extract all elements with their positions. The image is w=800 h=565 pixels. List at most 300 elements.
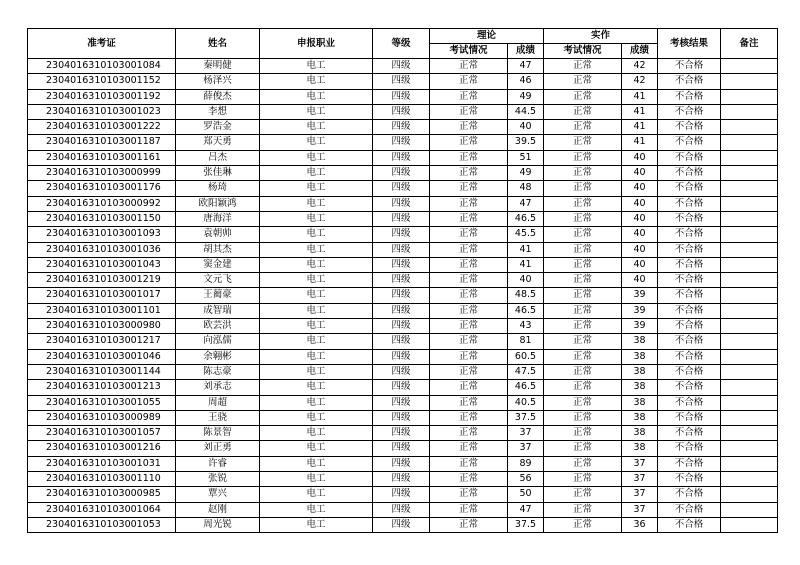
cell-job: 电工 [260, 181, 373, 196]
cell-practice-status: 正常 [544, 487, 622, 502]
cell-exam-id: 2304016310103001057 [28, 426, 176, 441]
cell-name: 唐海洋 [176, 211, 260, 226]
cell-practice-status: 正常 [544, 380, 622, 395]
cell-practice-status: 正常 [544, 135, 622, 150]
cell-level: 四级 [373, 150, 430, 165]
cell-level: 四级 [373, 349, 430, 364]
table-row [28, 211, 778, 226]
cell-remark [721, 150, 778, 165]
cell-exam-id: 2304016310103001017 [28, 288, 176, 303]
cell-remark [721, 104, 778, 119]
table-row [28, 196, 778, 211]
cell-result: 不合格 [658, 104, 721, 119]
cell-remark [721, 120, 778, 135]
cell-level: 四级 [373, 380, 430, 395]
col-header-practice-score: 成绩 [622, 44, 658, 59]
cell-name: 陈景智 [176, 426, 260, 441]
cell-name: 许睿 [176, 456, 260, 471]
cell-level: 四级 [373, 211, 430, 226]
col-header-remark: 备注 [721, 29, 778, 59]
cell-theory-score: 51 [508, 150, 544, 165]
cell-remark [721, 74, 778, 89]
cell-theory-status: 正常 [430, 211, 508, 226]
cell-name: 周超 [176, 395, 260, 410]
cell-exam-id: 2304016310103000985 [28, 487, 176, 502]
cell-theory-score: 47.5 [508, 364, 544, 379]
cell-level: 四级 [373, 288, 430, 303]
cell-theory-status: 正常 [430, 456, 508, 471]
table-row [28, 334, 778, 349]
cell-theory-score: 49 [508, 166, 544, 181]
cell-result: 不合格 [658, 59, 721, 74]
cell-level: 四级 [373, 227, 430, 242]
cell-theory-score: 45.5 [508, 227, 544, 242]
cell-result: 不合格 [658, 472, 721, 487]
cell-remark [721, 380, 778, 395]
cell-name: 吕杰 [176, 150, 260, 165]
cell-name: 罗浩金 [176, 120, 260, 135]
cell-exam-id: 2304016310103000992 [28, 196, 176, 211]
cell-practice-status: 正常 [544, 59, 622, 74]
cell-exam-id: 2304016310103001161 [28, 150, 176, 165]
cell-theory-score: 46 [508, 74, 544, 89]
cell-theory-score: 37 [508, 426, 544, 441]
cell-job: 电工 [260, 502, 373, 517]
cell-theory-score: 46.5 [508, 303, 544, 318]
cell-practice-status: 正常 [544, 181, 622, 196]
cell-exam-id: 2304016310103001023 [28, 104, 176, 119]
cell-practice-score: 38 [622, 380, 658, 395]
cell-practice-status: 正常 [544, 472, 622, 487]
cell-remark [721, 166, 778, 181]
cell-name: 覃兴 [176, 487, 260, 502]
cell-theory-status: 正常 [430, 288, 508, 303]
cell-name: 文元飞 [176, 273, 260, 288]
cell-theory-status: 正常 [430, 502, 508, 517]
table-row [28, 59, 778, 74]
cell-job: 电工 [260, 517, 373, 532]
cell-exam-id: 230401631010300108​4 [28, 59, 176, 74]
cell-theory-score: 81 [508, 334, 544, 349]
cell-name: 李想 [176, 104, 260, 119]
table-row [28, 288, 778, 303]
cell-practice-score: 42 [622, 74, 658, 89]
cell-practice-status: 正常 [544, 319, 622, 334]
cell-theory-score: 49 [508, 89, 544, 104]
cell-job: 电工 [260, 89, 373, 104]
cell-job: 电工 [260, 288, 373, 303]
col-header-result: 考核结果 [658, 29, 721, 59]
results-sheet [27, 28, 778, 533]
cell-practice-status: 正常 [544, 288, 622, 303]
cell-practice-score: 38 [622, 349, 658, 364]
cell-theory-status: 正常 [430, 181, 508, 196]
cell-level: 四级 [373, 89, 430, 104]
cell-level: 四级 [373, 303, 430, 318]
table-row [28, 426, 778, 441]
cell-theory-score: 40 [508, 273, 544, 288]
cell-practice-score: 42 [622, 59, 658, 74]
cell-practice-status: 正常 [544, 395, 622, 410]
table-row [28, 349, 778, 364]
cell-job: 电工 [260, 257, 373, 272]
table-row [28, 380, 778, 395]
table-row [28, 227, 778, 242]
cell-result: 不合格 [658, 349, 721, 364]
cell-level: 四级 [373, 502, 430, 517]
cell-practice-score: 40 [622, 181, 658, 196]
cell-job: 电工 [260, 380, 373, 395]
cell-result: 不合格 [658, 334, 721, 349]
cell-result: 不合格 [658, 150, 721, 165]
cell-level: 四级 [373, 74, 430, 89]
col-group-practice: 实作 [544, 29, 658, 44]
cell-practice-score: 37 [622, 502, 658, 517]
cell-job: 电工 [260, 456, 373, 471]
cell-theory-score: 47 [508, 502, 544, 517]
cell-exam-id: 2304016310103001187 [28, 135, 176, 150]
cell-theory-score: 37.5 [508, 517, 544, 532]
table-row [28, 517, 778, 532]
cell-level: 四级 [373, 319, 430, 334]
col-header-theory-status: 考试情况 [430, 44, 508, 59]
cell-name: 余翱彬 [176, 349, 260, 364]
cell-exam-id: 2304016310103001101 [28, 303, 176, 318]
cell-job: 电工 [260, 166, 373, 181]
table-row [28, 89, 778, 104]
cell-practice-status: 正常 [544, 456, 622, 471]
cell-exam-id: 2304016310103001110 [28, 472, 176, 487]
col-header-job: 申报职业 [260, 29, 373, 59]
cell-name: 杨琦 [176, 181, 260, 196]
cell-job: 电工 [260, 74, 373, 89]
cell-exam-id: 2304016310103001222 [28, 120, 176, 135]
cell-exam-id: 2304016310103001036 [28, 242, 176, 257]
cell-result: 不合格 [658, 89, 721, 104]
cell-level: 四级 [373, 441, 430, 456]
cell-name: 王蔺豪 [176, 288, 260, 303]
cell-remark [721, 456, 778, 471]
cell-practice-status: 正常 [544, 517, 622, 532]
table-row [28, 487, 778, 502]
cell-theory-score: 40 [508, 120, 544, 135]
cell-theory-score: 60.5 [508, 349, 544, 364]
cell-remark [721, 196, 778, 211]
cell-theory-score: 41 [508, 257, 544, 272]
cell-remark [721, 273, 778, 288]
cell-level: 四级 [373, 257, 430, 272]
cell-job: 电工 [260, 211, 373, 226]
cell-practice-score: 40 [622, 166, 658, 181]
cell-practice-status: 正常 [544, 410, 622, 425]
cell-job: 电工 [260, 349, 373, 364]
cell-job: 电工 [260, 120, 373, 135]
cell-practice-status: 正常 [544, 349, 622, 364]
cell-exam-id: 2304016310103001176 [28, 181, 176, 196]
cell-result: 不合格 [658, 303, 721, 318]
cell-theory-status: 正常 [430, 426, 508, 441]
cell-practice-status: 正常 [544, 166, 622, 181]
cell-level: 四级 [373, 273, 430, 288]
cell-name: 赵刚 [176, 502, 260, 517]
cell-theory-score: 39.5 [508, 135, 544, 150]
cell-result: 不合格 [658, 380, 721, 395]
cell-remark [721, 211, 778, 226]
col-header-theory-score: 成绩 [508, 44, 544, 59]
cell-level: 四级 [373, 166, 430, 181]
cell-theory-score: 43 [508, 319, 544, 334]
cell-theory-score: 89 [508, 456, 544, 471]
cell-practice-status: 正常 [544, 150, 622, 165]
cell-exam-id: 2304016310103001043 [28, 257, 176, 272]
cell-result: 不合格 [658, 487, 721, 502]
cell-result: 不合格 [658, 517, 721, 532]
cell-level: 四级 [373, 196, 430, 211]
cell-exam-id: 2304016310103001053 [28, 517, 176, 532]
cell-remark [721, 502, 778, 517]
cell-theory-score: 37 [508, 441, 544, 456]
cell-practice-score: 40 [622, 242, 658, 257]
cell-remark [721, 303, 778, 318]
col-header-practice-status: 考试情况 [544, 44, 622, 59]
cell-theory-status: 正常 [430, 74, 508, 89]
table-row [28, 104, 778, 119]
cell-theory-score: 40.5 [508, 395, 544, 410]
cell-remark [721, 349, 778, 364]
cell-job: 电工 [260, 472, 373, 487]
cell-theory-score: 48.5 [508, 288, 544, 303]
cell-practice-score: 40 [622, 227, 658, 242]
cell-theory-score: 46.5 [508, 380, 544, 395]
cell-job: 电工 [260, 334, 373, 349]
cell-theory-status: 正常 [430, 257, 508, 272]
cell-name: 袁朝帅 [176, 227, 260, 242]
cell-name: 张锐 [176, 472, 260, 487]
cell-practice-score: 39 [622, 288, 658, 303]
cell-result: 不合格 [658, 273, 721, 288]
cell-practice-score: 36 [622, 517, 658, 532]
table-row [28, 364, 778, 379]
cell-name: 薛俊杰 [176, 89, 260, 104]
cell-level: 四级 [373, 242, 430, 257]
cell-result: 不合格 [658, 181, 721, 196]
table-row [28, 150, 778, 165]
cell-practice-status: 正常 [544, 227, 622, 242]
cell-job: 电工 [260, 196, 373, 211]
table-row [28, 273, 778, 288]
cell-practice-score: 40 [622, 150, 658, 165]
cell-job: 电工 [260, 242, 373, 257]
cell-job: 电工 [260, 410, 373, 425]
table-row [28, 441, 778, 456]
cell-practice-status: 正常 [544, 74, 622, 89]
cell-practice-status: 正常 [544, 196, 622, 211]
cell-theory-score: 37.5 [508, 410, 544, 425]
cell-level: 四级 [373, 135, 430, 150]
cell-theory-status: 正常 [430, 104, 508, 119]
cell-name: 刘承志 [176, 380, 260, 395]
cell-name: 杨泽兴 [176, 74, 260, 89]
cell-result: 不合格 [658, 426, 721, 441]
col-group-theory: 理论 [430, 29, 544, 44]
cell-name: 张佳琳 [176, 166, 260, 181]
cell-remark [721, 364, 778, 379]
cell-practice-score: 38 [622, 395, 658, 410]
cell-name: 郑天勇 [176, 135, 260, 150]
cell-practice-score: 38 [622, 426, 658, 441]
cell-theory-status: 正常 [430, 227, 508, 242]
cell-level: 四级 [373, 517, 430, 532]
cell-practice-status: 正常 [544, 426, 622, 441]
cell-result: 不合格 [658, 242, 721, 257]
cell-practice-status: 正常 [544, 364, 622, 379]
cell-theory-status: 正常 [430, 242, 508, 257]
exam-results-table [27, 28, 778, 533]
cell-exam-id: 2304016310103001217 [28, 334, 176, 349]
cell-job: 电工 [260, 150, 373, 165]
cell-name: 秦明健 [176, 59, 260, 74]
cell-theory-score: 44.5 [508, 104, 544, 119]
cell-name: 刘正勇 [176, 441, 260, 456]
cell-result: 不合格 [658, 227, 721, 242]
cell-result: 不合格 [658, 211, 721, 226]
cell-result: 不合格 [658, 395, 721, 410]
cell-remark [721, 227, 778, 242]
cell-name: 欧阳颖鸿 [176, 196, 260, 211]
cell-theory-score: 46.5 [508, 211, 544, 226]
table-row [28, 74, 778, 89]
cell-result: 不合格 [658, 441, 721, 456]
cell-practice-score: 41 [622, 104, 658, 119]
cell-theory-status: 正常 [430, 380, 508, 395]
cell-theory-status: 正常 [430, 89, 508, 104]
cell-practice-score: 37 [622, 487, 658, 502]
cell-practice-score: 40 [622, 273, 658, 288]
cell-level: 四级 [373, 456, 430, 471]
cell-theory-status: 正常 [430, 517, 508, 532]
cell-exam-id: 2304016310103000989 [28, 410, 176, 425]
table-row [28, 242, 778, 257]
cell-practice-score: 40 [622, 196, 658, 211]
cell-name: 成智瑞 [176, 303, 260, 318]
cell-result: 不合格 [658, 135, 721, 150]
cell-theory-score: 47 [508, 59, 544, 74]
table-row [28, 319, 778, 334]
cell-level: 四级 [373, 181, 430, 196]
cell-level: 四级 [373, 120, 430, 135]
cell-theory-status: 正常 [430, 135, 508, 150]
cell-remark [721, 135, 778, 150]
cell-remark [721, 395, 778, 410]
cell-level: 四级 [373, 410, 430, 425]
cell-practice-score: 39 [622, 319, 658, 334]
table-row [28, 135, 778, 150]
cell-theory-score: 47 [508, 196, 544, 211]
table-body [28, 59, 778, 533]
cell-result: 不合格 [658, 410, 721, 425]
cell-theory-status: 正常 [430, 395, 508, 410]
cell-exam-id: 2304016310103000980 [28, 319, 176, 334]
cell-theory-status: 正常 [430, 166, 508, 181]
cell-exam-id: 2304016310103001031 [28, 456, 176, 471]
cell-job: 电工 [260, 273, 373, 288]
cell-practice-status: 正常 [544, 211, 622, 226]
cell-remark [721, 334, 778, 349]
cell-remark [721, 517, 778, 532]
cell-theory-status: 正常 [430, 441, 508, 456]
cell-name: 窦金建 [176, 257, 260, 272]
cell-theory-status: 正常 [430, 364, 508, 379]
cell-practice-status: 正常 [544, 257, 622, 272]
cell-exam-id: 2304016310103001064 [28, 502, 176, 517]
table-row [28, 502, 778, 517]
cell-exam-id: 2304016310103001216 [28, 441, 176, 456]
cell-exam-id: 2304016310103001152 [28, 74, 176, 89]
cell-result: 不合格 [658, 288, 721, 303]
table-row [28, 120, 778, 135]
table-row [28, 395, 778, 410]
cell-theory-score: 56 [508, 472, 544, 487]
cell-result: 不合格 [658, 456, 721, 471]
cell-result: 不合格 [658, 502, 721, 517]
cell-theory-status: 正常 [430, 196, 508, 211]
table-row [28, 456, 778, 471]
cell-name: 向泓儒 [176, 334, 260, 349]
cell-remark [721, 426, 778, 441]
cell-theory-status: 正常 [430, 120, 508, 135]
cell-practice-score: 38 [622, 364, 658, 379]
cell-remark [721, 257, 778, 272]
cell-practice-score: 38 [622, 410, 658, 425]
cell-practice-score: 41 [622, 89, 658, 104]
cell-exam-id: 2304016310103001213 [28, 380, 176, 395]
cell-theory-score: 41 [508, 242, 544, 257]
cell-theory-status: 正常 [430, 410, 508, 425]
cell-practice-status: 正常 [544, 242, 622, 257]
table-row [28, 410, 778, 425]
cell-exam-id: 2304016310103001192 [28, 89, 176, 104]
cell-level: 四级 [373, 426, 430, 441]
cell-remark [721, 59, 778, 74]
cell-theory-status: 正常 [430, 349, 508, 364]
cell-job: 电工 [260, 441, 373, 456]
table-row [28, 166, 778, 181]
table-row [28, 472, 778, 487]
cell-result: 不合格 [658, 257, 721, 272]
cell-remark [721, 181, 778, 196]
cell-theory-status: 正常 [430, 273, 508, 288]
cell-practice-score: 40 [622, 211, 658, 226]
cell-job: 电工 [260, 395, 373, 410]
cell-level: 四级 [373, 59, 430, 74]
cell-remark [721, 472, 778, 487]
cell-theory-status: 正常 [430, 487, 508, 502]
cell-exam-id: 2304016310103001144 [28, 364, 176, 379]
cell-exam-id: 2304016310103001219 [28, 273, 176, 288]
cell-practice-score: 37 [622, 472, 658, 487]
cell-remark [721, 410, 778, 425]
cell-practice-status: 正常 [544, 502, 622, 517]
cell-job: 电工 [260, 303, 373, 318]
cell-practice-score: 37 [622, 456, 658, 471]
cell-job: 电工 [260, 426, 373, 441]
cell-practice-status: 正常 [544, 441, 622, 456]
cell-theory-status: 正常 [430, 303, 508, 318]
cell-job: 电工 [260, 135, 373, 150]
cell-name: 欧芸洪 [176, 319, 260, 334]
cell-name: 胡其杰 [176, 242, 260, 257]
cell-practice-score: 41 [622, 135, 658, 150]
